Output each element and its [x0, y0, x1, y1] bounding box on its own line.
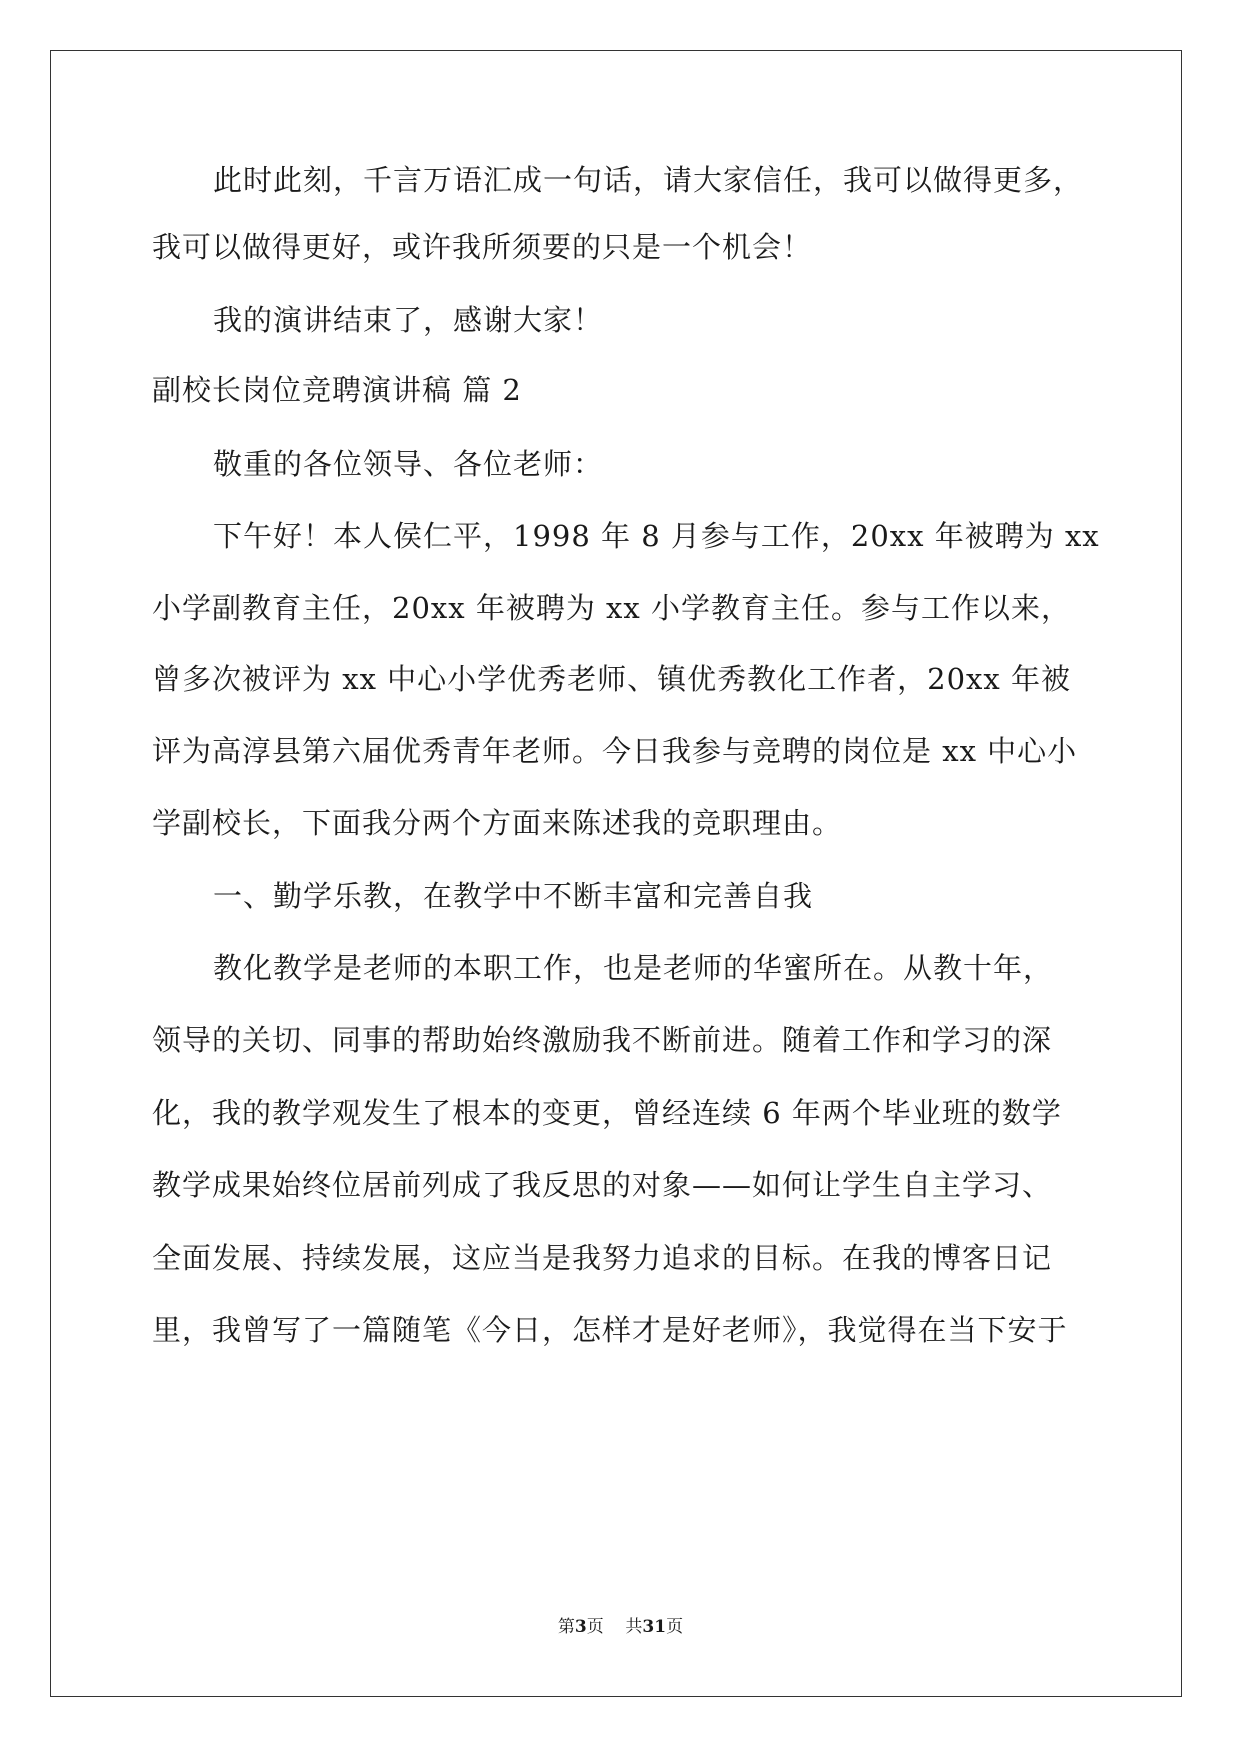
- footer-prefix: 第: [557, 1617, 575, 1637]
- text-line: 小学副教育主任，20xx 年被聘为 xx 小学教育主任。参与工作以来，: [152, 591, 1071, 625]
- text-line: 里，我曾写了一篇随笔《今日，怎样才是好老师》，我觉得在当下安于: [152, 1313, 1068, 1347]
- text-line: 敬重的各位领导、各位老师：: [213, 447, 604, 481]
- text-line: 评为高淳县第六届优秀青年老师。今日我参与竞聘的岗位是 xx 中心小: [152, 734, 1078, 768]
- current-page-number: 3: [574, 1617, 587, 1637]
- footer-page-word: 页: [586, 1617, 604, 1637]
- text-line: 学副校长，下面我分两个方面来陈述我的竞职理由。: [152, 806, 843, 840]
- text-line: 全面发展、持续发展，这应当是我努力追求的目标。在我的博客日记: [152, 1241, 1053, 1275]
- footer-total-prefix: 共: [625, 1617, 643, 1637]
- text-line: 曾多次被评为 xx 中心小学优秀老师、镇优秀教化工作者，20xx 年被: [152, 662, 1071, 696]
- subheading: 一、勤学乐教，在教学中不断丰富和完善自我: [213, 879, 814, 913]
- text-line: 领导的关切、同事的帮助始终激励我不断前进。随着工作和学习的深: [152, 1023, 1053, 1057]
- text-line: 下午好！本人侯仁平，1998 年 8 月参与工作，20xx 年被聘为 xx: [213, 519, 1100, 553]
- text-line: 化，我的教学观发生了根本的变更，曾经连续 6 年两个毕业班的数学: [152, 1096, 1062, 1130]
- text-line: 我的演讲结束了，感谢大家！: [213, 303, 604, 337]
- text-line: 我可以做得更好，或许我所须要的只是一个机会！: [152, 230, 813, 264]
- text-line: 教化教学是老师的本职工作，也是老师的华蜜所在。从教十年，: [213, 951, 1054, 985]
- total-page-count: 31: [642, 1617, 667, 1637]
- page-footer: [0, 1612, 1241, 1637]
- text-line: 教学成果始终位居前列成了我反思的对象——如何让学生自主学习、: [152, 1168, 1053, 1202]
- section-heading: 副校长岗位竞聘演讲稿 篇 2: [152, 373, 522, 407]
- text-line: 此时此刻，千言万语汇成一句话，请大家信任，我可以做得更多，: [213, 163, 1084, 197]
- footer-total-suffix: 页: [666, 1617, 684, 1637]
- page-border: [50, 50, 1182, 1697]
